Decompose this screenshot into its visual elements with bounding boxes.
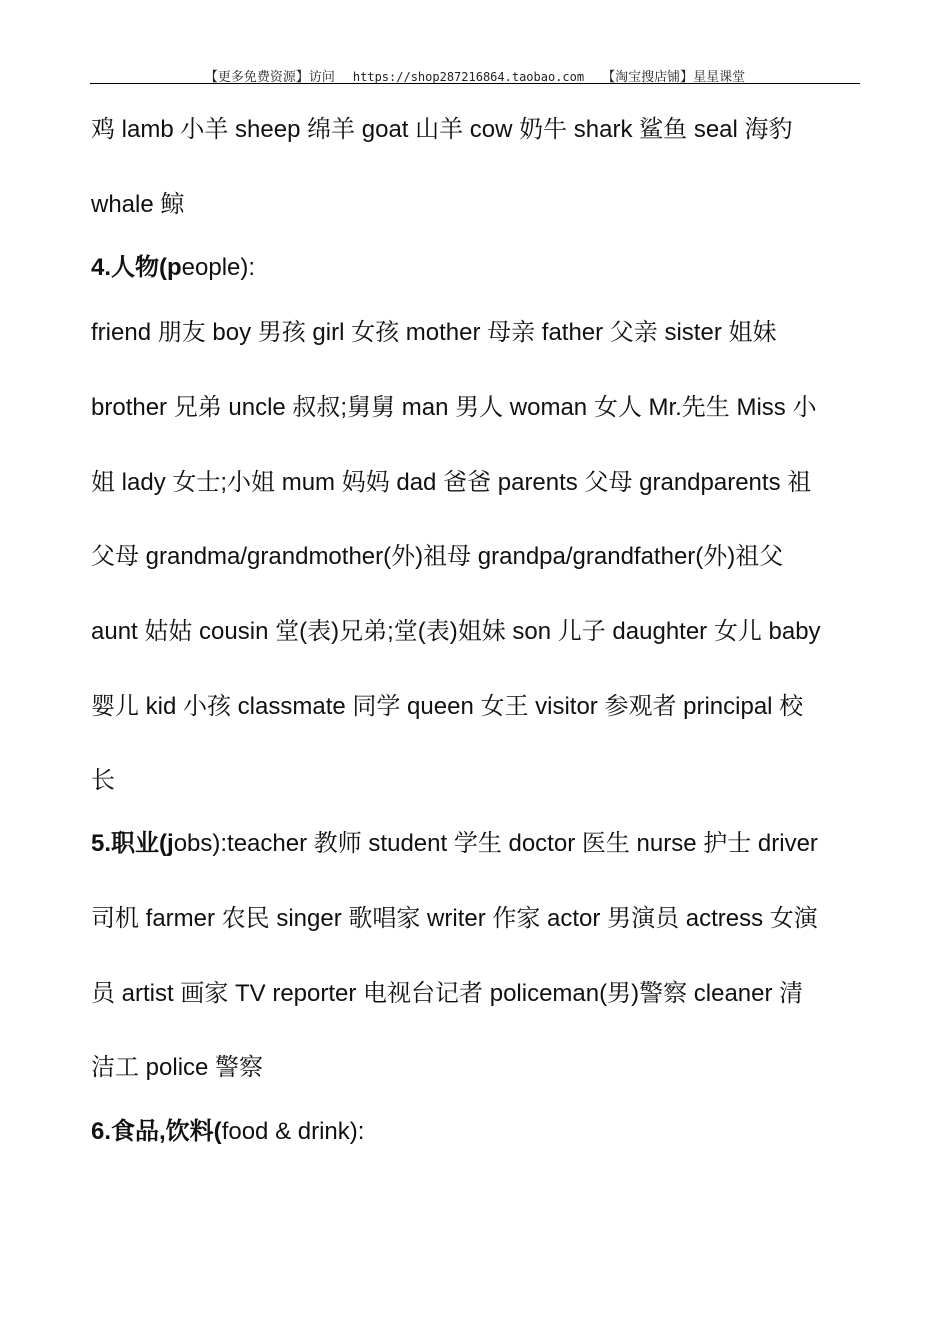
section-heading-food bbox=[91, 1117, 364, 1147]
heading-bold: 5.职业(j bbox=[91, 830, 174, 857]
section-heading-people bbox=[91, 253, 255, 283]
text-line: 鸡 lamb 小羊 sheep 绵羊 goat 山羊 cow 奶牛 shark 鲨鱼 seal 海豹 bbox=[91, 116, 793, 143]
heading-rest: eople): bbox=[181, 254, 256, 281]
heading-bold: 6.食品,饮料( bbox=[91, 1118, 222, 1145]
text-line: 洁工 police 警察 bbox=[91, 1054, 264, 1081]
text-line: 姐 lady 女士;小姐 mum 妈妈 dad 爸爸 parents 父母 grandparents 祖 bbox=[91, 469, 812, 496]
text-line: 长 bbox=[91, 767, 115, 794]
text-line: 婴儿 kid 小孩 classmate 同学 queen 女王 visitor 参观者 principal 校 bbox=[91, 693, 804, 720]
header-url: https://shop287216864.taobao.com bbox=[352, 70, 585, 84]
header-right-text: 【淘宝搜店铺】星星课堂 bbox=[602, 70, 746, 85]
heading-rest: obs):teacher 教师 student 学生 doctor 医生 nurse 护士 driver bbox=[173, 830, 818, 857]
text-line: 员 artist 画家 TV reporter 电视台记者 policeman(男)警察 cleaner 清 bbox=[91, 980, 804, 1007]
text-line: friend 朋友 boy 男孩 girl 女孩 mother 母亲 father 父亲 sister 姐妹 bbox=[91, 319, 777, 346]
text-line: aunt 姑姑 cousin 堂(表)兄弟;堂(表)姐妹 son 儿子 daughter 女儿 baby bbox=[91, 618, 821, 645]
text-line: 父母 grandma/grandmother(外)祖母 grandpa/grandfather(外)祖父 bbox=[91, 543, 784, 570]
text-line: whale 鲸 bbox=[91, 191, 185, 218]
header-left-text: 【更多免费资源】访问 bbox=[204, 70, 335, 85]
header-rule bbox=[90, 83, 860, 84]
heading-bold: 4.人物(p bbox=[91, 254, 182, 281]
text-line: brother 兄弟 uncle 叔叔;舅舅 man 男人 woman 女人 Mr.先生 Miss 小 bbox=[91, 394, 817, 421]
section-heading-jobs bbox=[91, 829, 818, 859]
text-line: 司机 farmer 农民 singer 歌唱家 writer 作家 actor 男演员 actress 女演 bbox=[91, 905, 818, 932]
heading-rest: food & drink): bbox=[221, 1118, 365, 1145]
